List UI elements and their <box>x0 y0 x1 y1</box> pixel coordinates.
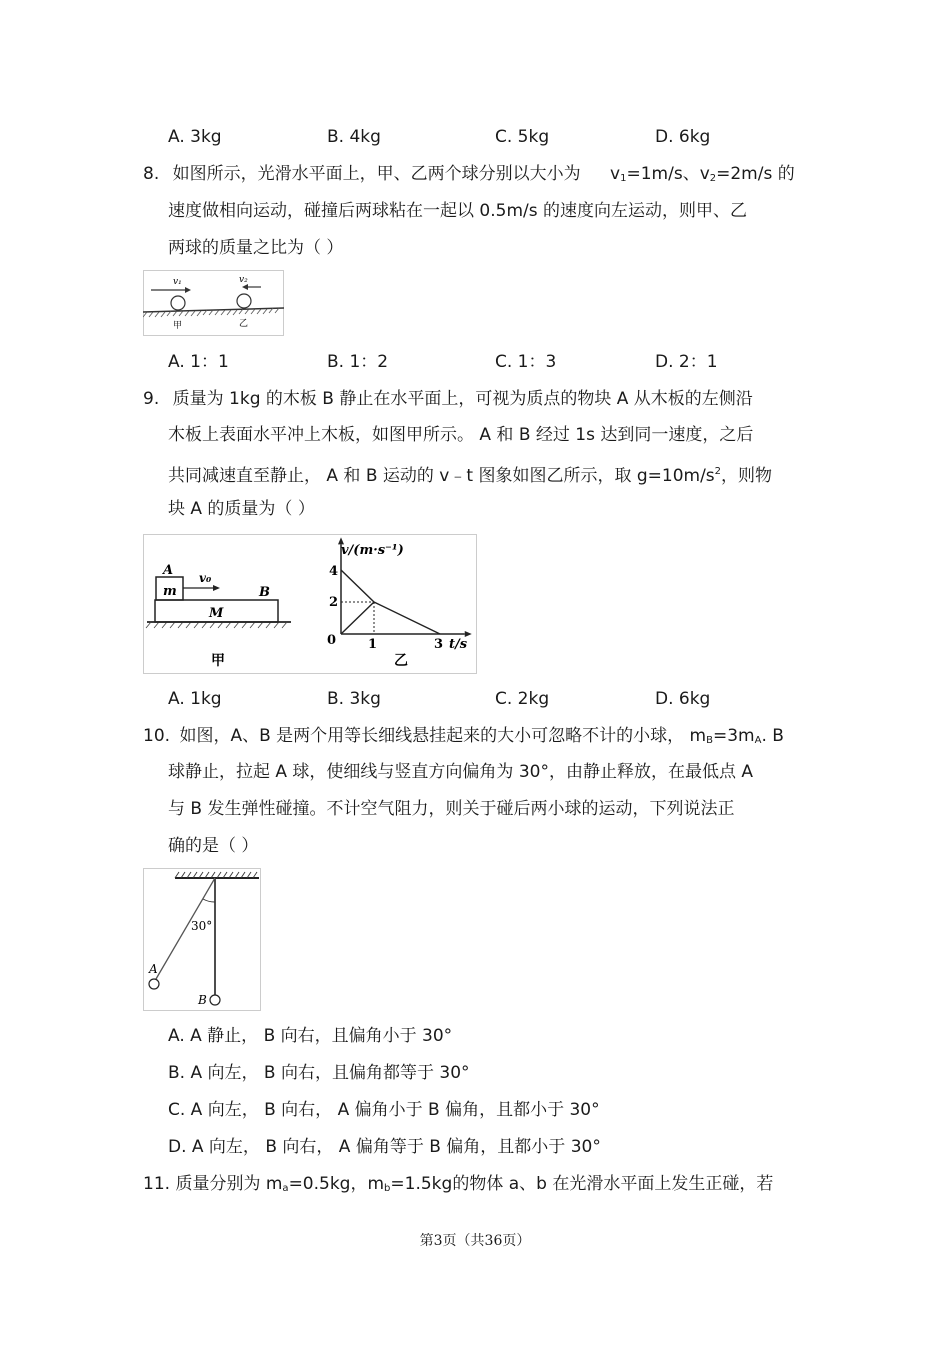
q9-fig-yi-caption: 乙 <box>394 653 408 669</box>
q9-fig-m-label: m <box>163 584 177 599</box>
q10-option-a: A. A 静止， B 向右，且偏角小于 30° <box>168 1026 453 1046</box>
q11-number: 11. <box>143 1174 171 1194</box>
vt-line-b <box>341 602 374 634</box>
q9-fig-A-label: A <box>163 563 174 578</box>
q9-fig-B-label: B <box>259 585 270 600</box>
vt-x-axis-label: t/s <box>449 637 468 652</box>
q8-line-2: 速度做相向运动，碰撞后两球粘在一起以 0.5m/s 的速度向左运动，则甲、乙 <box>168 201 747 221</box>
page-footer: 第3页（共36页） <box>419 1233 531 1249</box>
q7-option-c: C. 5kg <box>495 127 550 147</box>
q7-option-d: D. 6kg <box>655 127 711 147</box>
q8-line-3: 两球的质量之比为（ ） <box>168 238 344 258</box>
q9-option-d: D. 6kg <box>655 689 711 709</box>
vt-y-axis-label: v/(m·s⁻¹) <box>341 543 404 558</box>
q10-fig-B-label: B <box>198 993 207 1007</box>
q8-fig-jia-label: 甲 <box>173 321 183 331</box>
q10-line-2: 球静止，拉起 A 球，使细线与竖直方向偏角为 30°，由静止释放，在最低点 A <box>168 762 754 782</box>
q10-line-1: 10. 如图，A、B 是两个用等长细线悬挂起来的大小可忽略不计的小球， $m_B=3m_A$. B <box>143 726 784 746</box>
q9-line-2: 木板上表面水平冲上木板，如图甲所示。 A 和 B 经过 1s 达到同一速度，之后 <box>168 425 754 445</box>
q9-option-c: C. 2kg <box>495 689 550 709</box>
vt-tick-y4: 4 <box>329 564 339 579</box>
q10-option-b: B. A 向左， B 向右，且偏角都等于 30° <box>168 1063 470 1083</box>
ball-a-shape <box>149 979 159 989</box>
q10-option-d: D. A 向左， B 向右， A 偏角等于 B 偏角，且都小于 30° <box>168 1137 601 1157</box>
q10-line-4: 确的是（ ） <box>168 836 259 856</box>
ball-b-shape <box>210 995 220 1005</box>
q8-fig-v2-label: v₂ <box>239 275 248 285</box>
q8-text-1: 如图所示，光滑水平面上，甲、乙两个球分别以大小为 <box>172 164 581 184</box>
q9-number: 9. <box>143 389 160 409</box>
vt-tick-y2: 2 <box>329 595 339 610</box>
q10-number: 10. <box>143 726 171 746</box>
q10-figure <box>143 868 261 1011</box>
q8-fig-v1-label: v₁ <box>173 277 182 287</box>
q8-option-c: C. 1：3 <box>495 352 557 372</box>
q8-line-1 <box>143 164 795 189</box>
q10-option-c: C. A 向左， B 向右， A 偏角小于 B 偏角，且都小于 30° <box>168 1100 600 1120</box>
q8-option-d: D. 2：1 <box>655 352 718 372</box>
q9-line-4: 块 A 的质量为（ ） <box>168 499 315 519</box>
q10-fig-angle-label: 30° <box>191 919 213 933</box>
q9-line-1: 9. 质量为 1kg 的木板 B 静止在水平面上，可视为质点的物块 A 从木板的左侧沿 <box>143 389 753 409</box>
q9-option-b: B. 3kg <box>327 689 381 709</box>
vt-tick-x1: 1 <box>368 637 378 652</box>
q10-fig-A-label: A <box>149 962 158 976</box>
q10-line-3: 与 B 发生弹性碰撞。不计空气阻力，则关于碰后两小球的运动，下列说法正 <box>168 799 735 819</box>
q9-fig-v0-label: v₀ <box>199 571 212 585</box>
q9-line-3: 共同减速直至静止， A 和 B 运动的 v﹣t 图象如图乙所示，取 $g=10m/s^2$，则物 <box>168 466 773 486</box>
q8-fig-yi-label: 乙 <box>239 319 249 329</box>
ball-yi-shape <box>237 294 251 308</box>
q9-figure <box>143 534 477 674</box>
q8-option-b: B. 1：2 <box>327 352 389 372</box>
vt-line-a <box>341 570 440 634</box>
q8-v1: $v_1=1m/s$、$v_2=2m/s$ 的 <box>610 164 795 184</box>
vt-graph <box>327 537 472 669</box>
ball-jia-shape <box>171 296 185 310</box>
vt-tick-origin: 0 <box>327 633 337 648</box>
q8-figure <box>143 270 284 336</box>
q9-option-a: A. 1kg <box>168 689 222 709</box>
q9-fig-M-label: M <box>209 606 224 621</box>
q7-option-a: A. 3kg <box>168 127 222 147</box>
q11-line-1: 11. 质量分别为 $m_a=0.5kg$，$m_b=1.5kg$的物体 a、b 在光滑水平面上发生正碰，若 <box>143 1174 774 1194</box>
vt-tick-x3: 3 <box>434 637 444 652</box>
q7-option-b: B. 4kg <box>327 127 381 147</box>
q9-fig-jia-caption: 甲 <box>211 653 225 669</box>
q8-number: 8. <box>143 164 160 184</box>
q8-option-a: A. 1：1 <box>168 352 229 372</box>
